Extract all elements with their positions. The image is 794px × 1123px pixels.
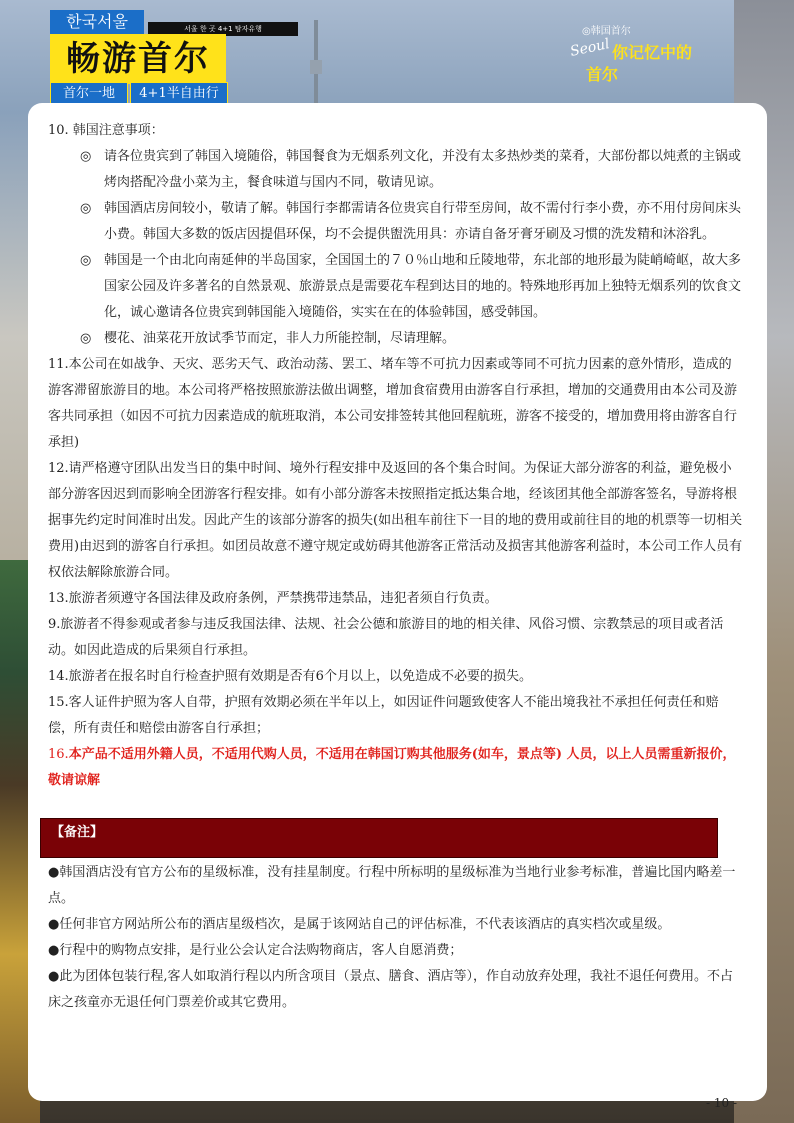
brand-badge-destination: 首尔一地 — [50, 82, 128, 106]
paragraph-12: 12.请严格遵守团队出发当日的集中时间、境外行程安排中及返回的各个集合时间。为保证大部分游客的利益，避免极小部分游客因迟到而影响全团游客行程安排。如有小部分游客未按照指定抵达集合地，经该团其他全部游客签名，导游将根据事先约定时间准时出发。因此产生的该部分游客的损失(如出租车前往下一目的地的费用或前往目的地的机票等一切相关费用)由迟到的游客自行承担。如团员故意不遵守规定或妨碍其他游客正常活动及损害其他游客利益时，本公司工作人员有权依法解除旅游合同。 — [48, 461, 743, 580]
bullet-text: 樱花、油菜花开放试季节而定，非人力所能控制，尽请理解。 — [104, 331, 456, 346]
paragraph-9: 9.旅游者不得参观或者参与违反我国法律、法规、社会公德和旅游目的地的相关律、风俗习惯、宗教禁忌的项目或者活动。如因此造成的后果须自行承担。 — [48, 617, 724, 658]
bullet-text: 请各位贵宾到了韩国入境随俗，韩国餐食为无烟系列文化，并没有太多热炒类的菜肴，大部份都以炖煮的主锅或烤肉搭配冷盘小菜为主，餐食味道与国内不同，敬请见谅。 — [104, 149, 742, 190]
slogan-english: Seoul — [568, 36, 612, 60]
location-label: ◎韩国首尔 — [582, 26, 631, 37]
notes-section-header: 【备注】 — [40, 818, 718, 858]
paragraph-15: 15.客人证件护照为客人自带，护照有效期必须在半年以上，如因证件问题致使客人不能出境我社不承担任何责任和赔偿，所有责任和赔偿由游客自行承担； — [48, 695, 719, 736]
terms-content — [48, 118, 744, 794]
note-item: ●行程中的购物点安排，是行业公会认定合法购物商店，客人自愿消费； — [48, 943, 463, 958]
notes-list — [48, 860, 744, 1016]
page-number: - 10 - — [706, 1096, 738, 1110]
slogan-chinese-line2: 首尔 — [586, 65, 619, 84]
brand-badge-duration: 4+1半自由行 — [130, 82, 228, 106]
paragraph-16 — [48, 742, 744, 794]
note-item: ●韩国酒店没有官方公布的星级标准，没有挂星制度。行程中所标明的星级标准为当地行业参考标准，普遍比国内略差一点。 — [48, 865, 736, 906]
brand-title: 畅游首尔 — [50, 34, 226, 84]
note-item: ●此为团体包装行程,客人如取消行程以内所含项目（景点、膳食、酒店等），作自动放弃处理，我社不退任何费用。不占床之孩童亦无退任何门票差价或其它费用。 — [48, 969, 733, 1010]
tower-top-silhouette — [310, 60, 322, 74]
bullet-item — [48, 326, 744, 352]
bullet-circle-icon: ◎ — [80, 253, 92, 268]
brand-korean-subtitle: 서울 한 곳 4+1 탐자유행 — [148, 22, 298, 36]
bullet-circle-icon: ◎ — [80, 331, 92, 346]
note-item: ●任何非官方网站所公布的酒店星级档次，是属于该网站自己的评估标准，不代表该酒店的真实档次或星级。 — [48, 917, 671, 932]
brand-korean-tag: 한국서울 — [50, 10, 144, 34]
bullet-circle-icon: ◎ — [80, 201, 92, 216]
bullet-text: 韩国是一个由北向南延伸的半岛国家，全国国土的７０％山地和丘陵地带，东北部的地形最为陡峭崎岖，故大多国家公园及许多著名的自然景观、旅游景点是需要花车程到达目的地的。特殊地形再加上独特无烟系列的饮食文化，诚心邀请各位贵宾到韩国能入境随俗，实实在在的体验韩国，感受韩国。 — [104, 253, 742, 320]
paragraph-16-warning: 本产品不适用外籍人员，不适用代购人员，不适用在韩国订购其他服务(如车，景点等) 人员，以上人员需重新报价，敬请谅解 — [48, 747, 736, 788]
bullet-item — [48, 144, 744, 196]
section-heading-10: 10. 韩国注意事项： — [48, 123, 164, 138]
bullet-text: 韩国酒店房间较小，敬请了解。韩国行李都需请各位贵宾自行带至房间，故不需付行李小费，亦不用付房间床头小费。韩国大多数的饭店因提倡环保，均不会提供盥洗用具：亦请自备牙膏牙刷及习惯的洗发精和沐浴乳。 — [104, 201, 742, 242]
bullet-item — [48, 248, 744, 326]
bullet-item — [48, 196, 744, 248]
paragraph-14: 14.旅游者在报名时自行检查护照有效期是否有6个月以上，以免造成不必要的损失。 — [48, 669, 532, 684]
paragraph-16-number: 16. — [48, 747, 69, 762]
paragraph-13: 13.旅游者须遵守各国法律及政府条例，严禁携带违禁品，违犯者须自行负责。 — [48, 591, 498, 606]
bullet-circle-icon: ◎ — [80, 149, 92, 164]
slogan-chinese-line1: 你记忆中的 — [612, 43, 693, 62]
paragraph-11: 11.本公司在如战争、天灾、恶劣天气、政治动荡、罢工、堵车等不可抗力因素或等同不可抗力因素的意外情形，造成的游客滞留旅游目的地。本公司将严格按照旅游法做出调整，增加食宿费用由游客自行承担，增加的交通费用由本公司及游客共同承担（如因不可抗力因素造成的航班取消，本公司安排签转其他回程航班，游客不接受的，增加费用将由游客自行承担) — [48, 357, 738, 450]
